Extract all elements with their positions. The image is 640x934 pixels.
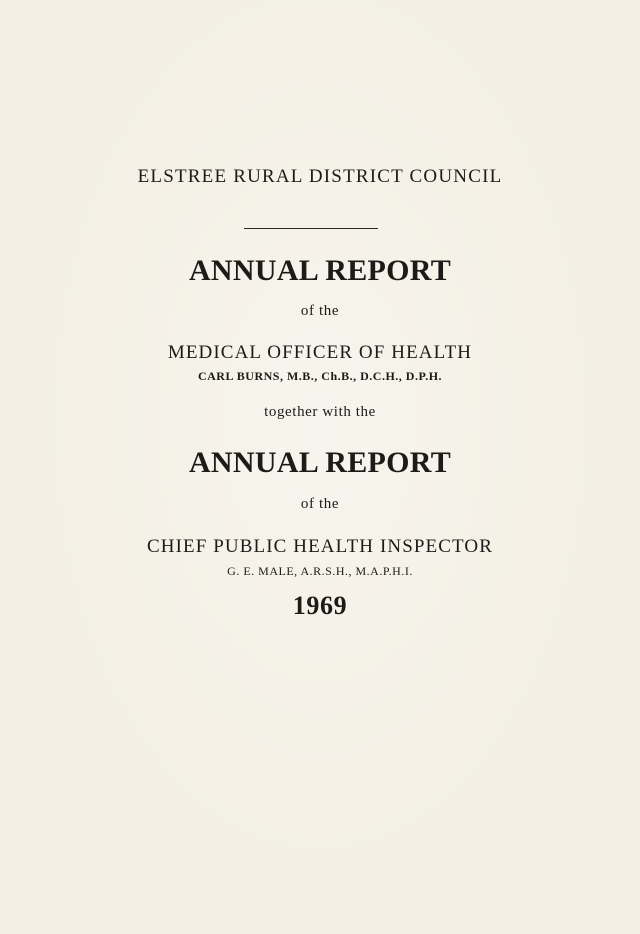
report-year: 1969 [292, 591, 348, 620]
annual-report-title-medical: ANNUAL REPORT [188, 254, 452, 287]
together-with-text: together with the [264, 404, 376, 420]
medical-officer-title: MEDICAL OFFICER OF HEALTH [167, 342, 473, 363]
of-the-medical: of the [300, 303, 340, 319]
of-the-inspector: of the [300, 496, 340, 512]
public-health-inspector-name: G. E. MALE, A.R.S.H., M.A.P.H.I. [227, 564, 413, 578]
council-heading: ELSTREE RURAL DISTRICT COUNCIL [137, 166, 503, 187]
medical-officer-name: CARL BURNS, M.B., Ch.B., D.C.H., D.P.H. [197, 369, 443, 383]
public-health-inspector-title: CHIEF PUBLIC HEALTH INSPECTOR [147, 536, 493, 557]
title-divider [244, 228, 378, 229]
annual-report-title-inspector: ANNUAL REPORT [188, 446, 452, 479]
